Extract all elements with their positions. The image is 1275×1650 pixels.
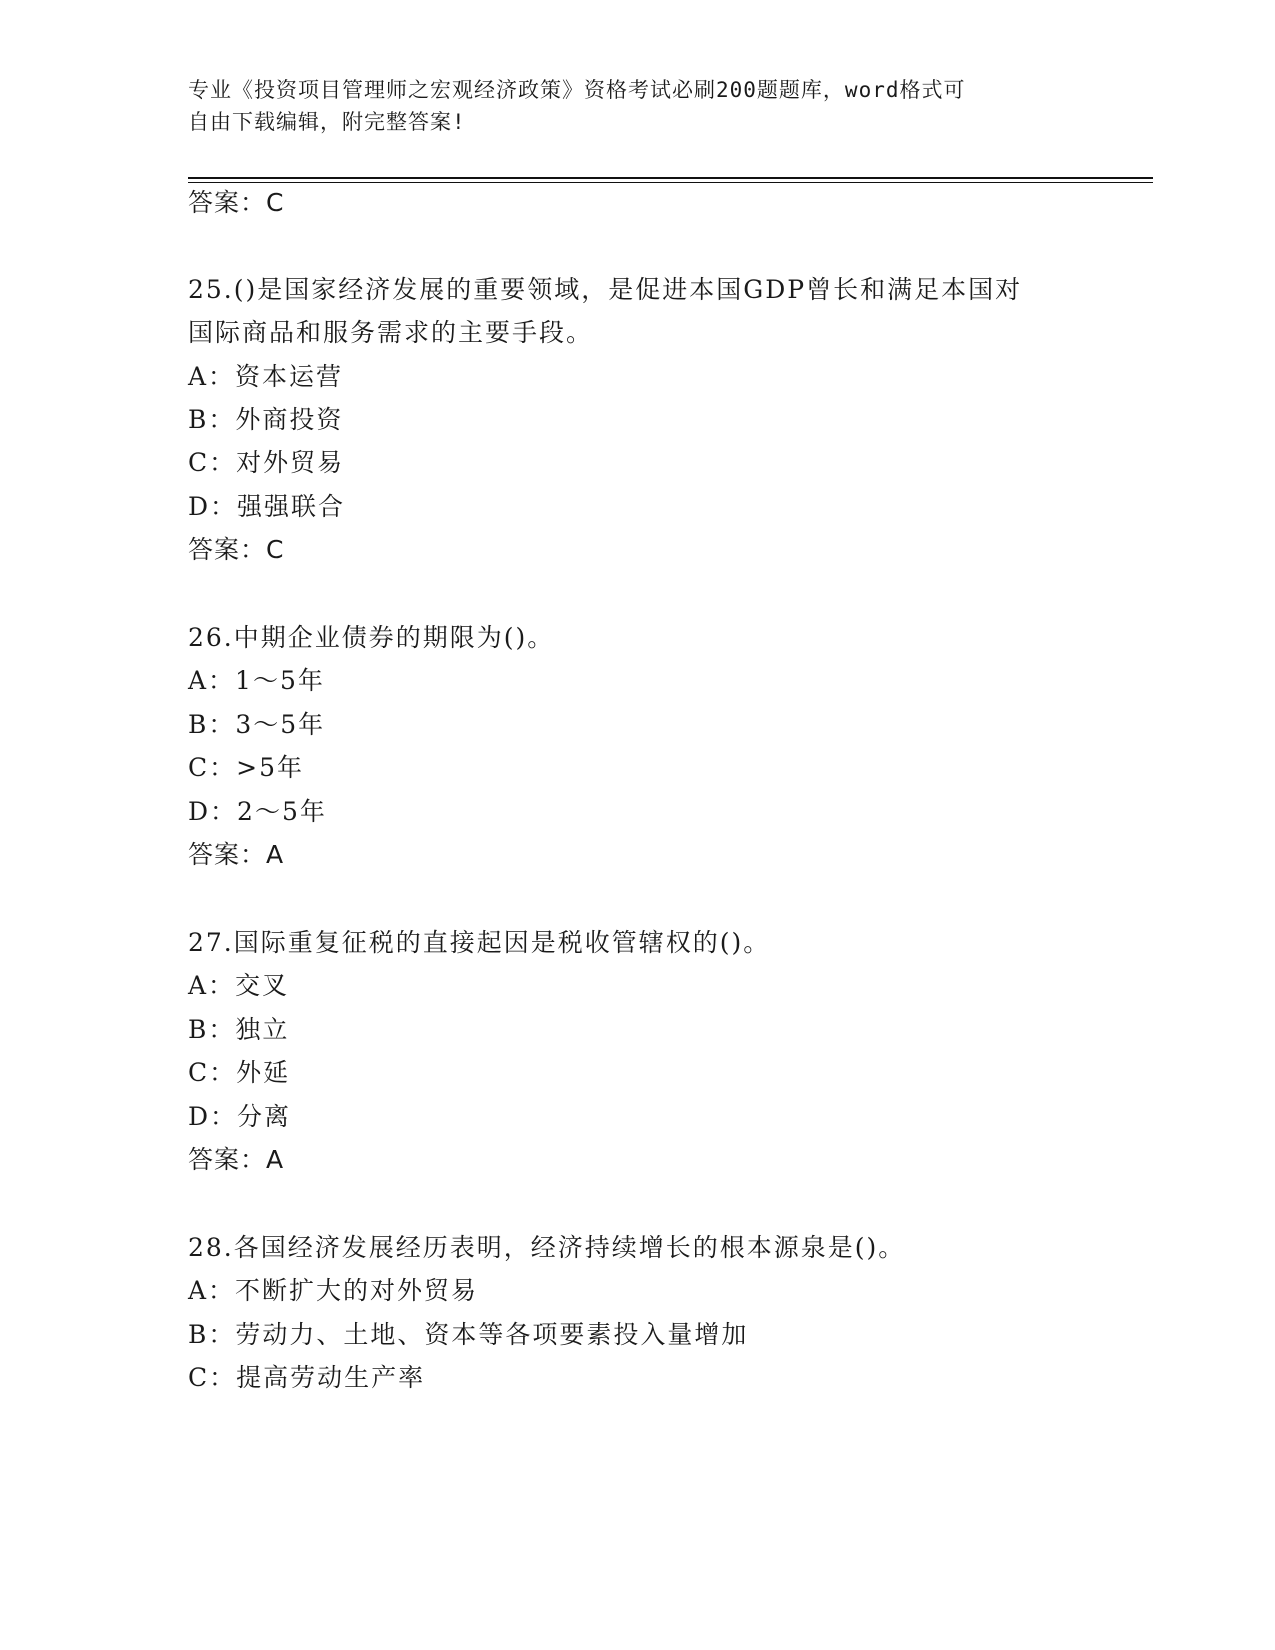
- question-27-answer: 答案：A: [188, 1145, 285, 1174]
- question-27-option-b: B：独立: [188, 1015, 290, 1044]
- question-28-option-a: A：不断扩大的对外贸易: [188, 1276, 479, 1305]
- question-26-option-b: B：3～5年: [188, 710, 326, 739]
- question-25-answer: 答案：C: [188, 535, 285, 564]
- question-26-option-d: D：2～5年: [188, 797, 327, 826]
- question-27-option-d: D：分离: [188, 1102, 292, 1131]
- previous-answer: 答案：C: [188, 188, 285, 217]
- question-26-stem: 26.中期企业债券的期限为()。: [188, 623, 555, 652]
- question-25-option-c: C：对外贸易: [188, 448, 345, 477]
- question-26-option-a: A：1～5年: [188, 666, 325, 695]
- question-25-stem-line-1: 25.()是国家经济发展的重要领域，是促进本国GDP曾长和满足本国对: [188, 275, 1023, 304]
- question-25-option-a: A：资本运营: [188, 362, 344, 391]
- header-divider-thin: [188, 182, 1153, 183]
- header-divider: [188, 177, 1153, 179]
- header-line-2: 自由下载编辑，附完整答案!: [188, 110, 466, 134]
- question-28-option-b: B：劳动力、土地、资本等各项要素投入量增加: [188, 1320, 749, 1349]
- question-25-stem-line-2: 国际商品和服务需求的主要手段。: [188, 318, 594, 347]
- question-28-option-c: C：提高劳动生产率: [188, 1363, 426, 1392]
- document-header: [188, 74, 1088, 138]
- header-line-1: 专业《投资项目管理师之宏观经济政策》资格考试必刷200题题库，word格式可: [188, 78, 966, 102]
- question-26-answer: 答案：A: [188, 840, 285, 869]
- question-27-option-c: C：外延: [188, 1058, 291, 1087]
- question-26-option-c: C：>5年: [188, 753, 304, 782]
- question-27-option-a: A：交叉: [188, 971, 290, 1000]
- question-25-option-d: D：强强联合: [188, 492, 346, 521]
- question-27-stem: 27.国际重复征税的直接起因是税收管辖权的()。: [188, 928, 771, 957]
- question-28-stem: 28.各国经济发展经历表明，经济持续增长的根本源泉是()。: [188, 1233, 906, 1262]
- question-25-option-b: B：外商投资: [188, 405, 344, 434]
